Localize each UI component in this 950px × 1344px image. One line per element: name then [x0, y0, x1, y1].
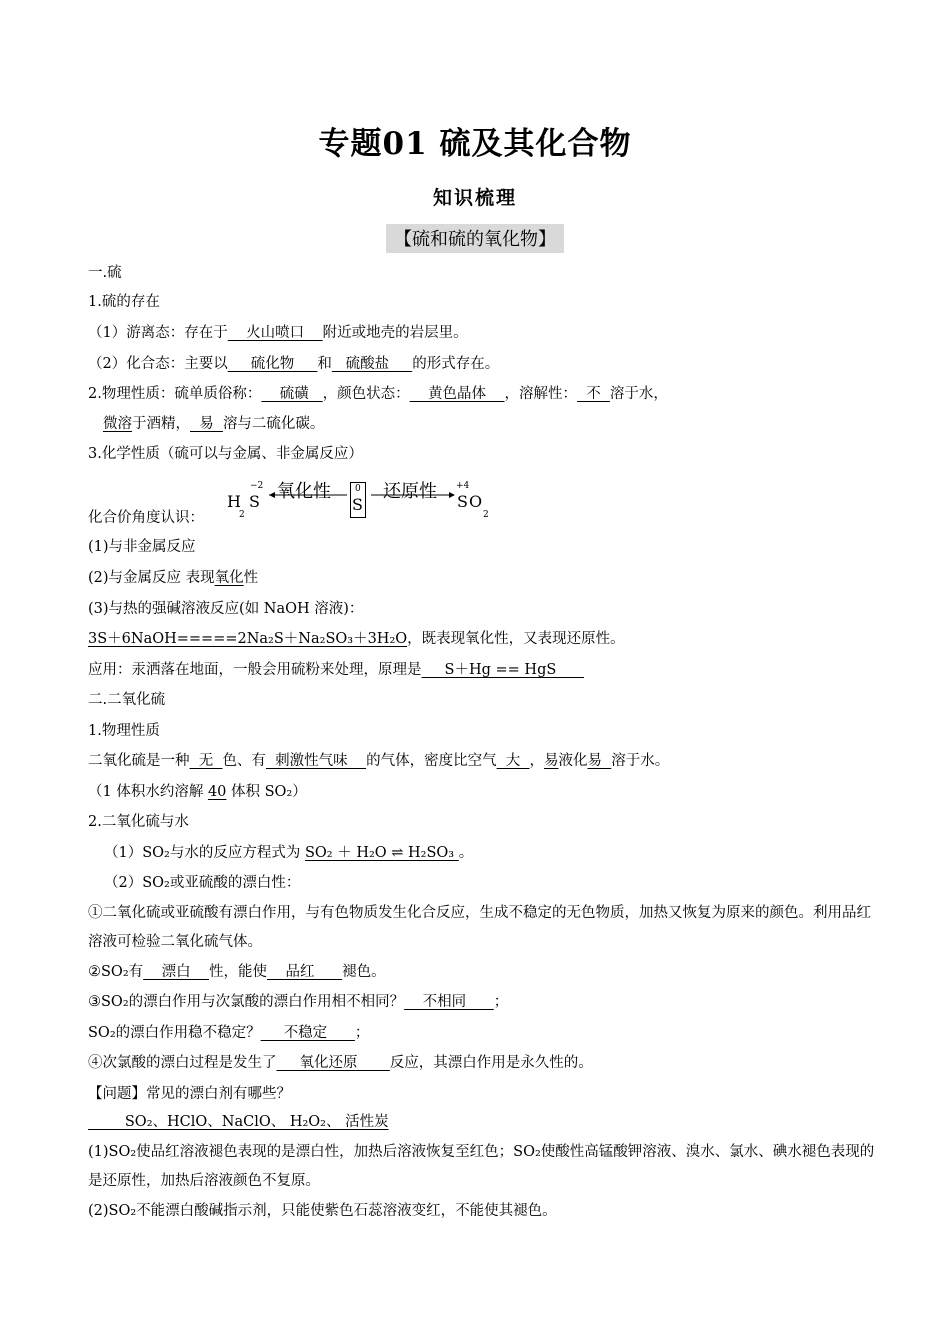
- so2-water-heading: 2.二氧化硫与水: [88, 814, 189, 830]
- equation: SO₂ ＋ H₂O ⇌ H₂SO₃: [304, 845, 459, 861]
- reaction-3-equation: 3S＋6NaOH=====2Na₂S＋Na₂SO₃＋3H₂O，既表现氧化性，又表现还原性。: [88, 631, 625, 647]
- doc-title: 专题01 硫及其化合物: [318, 126, 632, 162]
- reducing-arrowhead: [449, 492, 455, 498]
- answer-blank: 微溶: [103, 416, 132, 432]
- answer-blank: 氧化: [214, 570, 244, 586]
- reaction-3: (3)与热的强碱溶液反应(如 NaOH 溶液)：: [88, 601, 364, 617]
- part2-heading: 二.二氧化硫: [88, 692, 166, 708]
- answer-blank: 不: [576, 386, 610, 402]
- so2-phys-line: 二氧化硫是一种 无 色、有 刺激性气味 的气体，密度比空气 大 ，易液化易 溶于水。: [88, 753, 670, 769]
- solubility-line: （1 体积水约溶解 40 体积 SO₂）: [88, 784, 307, 800]
- reaction-1: (1)与非金属反应: [88, 539, 196, 555]
- answer-blank: 品红: [267, 964, 343, 980]
- chem-heading: 3.化学性质（硫可以与金属、非金属反应）: [88, 446, 363, 462]
- reaction-2: (2)与金属反应 表现氧化性: [88, 570, 259, 586]
- question-line: 【问题】常见的漂白剂有哪些？: [88, 1086, 291, 1102]
- diagram-s-mid: S: [352, 495, 363, 514]
- application-line: 应用：汞洒落在地面，一般会用硫粉来处理，原理是 S＋Hg == HgS: [88, 662, 584, 678]
- diagram-reducing-label: 还原性: [383, 481, 437, 502]
- combined-state-line: （2）化合态：主要以 硫化物 和 硫酸盐 的形式存在。: [88, 356, 500, 372]
- bleach-point-2: ②SO₂有 漂白 性，能使 品红 褪色。: [88, 964, 386, 980]
- diagram-val-left: −2: [250, 481, 264, 491]
- diagram-o-sub: 2: [483, 510, 489, 520]
- bleach-point-1: ①二氧化硫或亚硫酸有漂白作用，与有色物质发生化合反应，生成不稳定的无色物质，加热又恢复为原来的颜色。利用品红溶液可检验二氧化硫气体。: [88, 905, 871, 950]
- answer-blank: SO₂、HClO、NaClO、 H₂O₂、 活性炭: [88, 1114, 389, 1130]
- note-2: (2)SO₂不能漂白酸碱指示剂，只能使紫色石蕊溶液变红，不能使其褪色。: [88, 1203, 557, 1219]
- note-1: (1)SO₂使品红溶液褪色表现的是漂白性，加热后溶液恢复至红色；SO₂使酸性高锰酸钾溶液、溴水、氯水、碘水褪色表现的是还原性，加热后溶液颜色不复原。: [88, 1144, 875, 1189]
- free-state-line: （1）游离态：存在于 火山喷口 附近或地壳的岩层里。: [88, 325, 468, 341]
- bleach-point-3: ③SO₂的漂白作用与次氯酸的漂白作用相不相同？ 不相同 ；: [88, 994, 509, 1010]
- answer-blank: 不相同: [404, 994, 494, 1010]
- valence-diagram: [225, 478, 495, 524]
- so2-bleach-heading: （2）SO₂或亚硫酸的漂白性：: [104, 875, 301, 891]
- answer-blank: 硫磺: [261, 386, 323, 402]
- answer-blank: S＋Hg == HgS: [421, 662, 584, 678]
- answer-blank: 硫化物: [227, 356, 318, 372]
- answer-blank: 易: [587, 753, 612, 769]
- answer-blank: 不稳定: [260, 1025, 355, 1041]
- equation: 3S＋6NaOH=====2Na₂S＋Na₂SO₃＋3H₂O: [88, 631, 408, 647]
- answer-line: [88, 1113, 878, 1131]
- answer-blank: 硫酸盐: [331, 356, 413, 372]
- section-heading-wrap: [0, 224, 950, 253]
- diagram-oxidizing-label: 氧化性: [277, 481, 331, 502]
- answer-blank: 漂白: [143, 964, 210, 980]
- diagram-s-left: S: [249, 492, 260, 511]
- section-heading: 【硫和硫的氧化物】: [386, 224, 564, 253]
- answer-blank: 易: [544, 753, 559, 769]
- so2-phys-heading: 1.物理性质: [88, 723, 160, 739]
- diagram-o-right: O: [469, 492, 483, 511]
- oxidizing-arrowhead: [269, 492, 275, 498]
- physical-properties-line-2: 微溶于酒精， 易 溶与二硫化碳。: [103, 416, 325, 432]
- diagram-s-right: S: [457, 492, 468, 511]
- physical-properties-line: 2.物理性质：硫单质俗称： 硫磺 ，颜色状态： 黄色晶体 ，溶解性： 不 溶于水，: [88, 386, 668, 402]
- answer-blank: 易: [190, 416, 223, 432]
- valence-label: 化合价角度认识：: [88, 510, 204, 526]
- answer-blank: 氧化还原: [276, 1055, 390, 1071]
- bleach-point-4: ④次氯酸的漂白过程是发生了 氧化还原 反应，其漂白作用是永久性的。: [88, 1055, 593, 1071]
- answer-blank: 40: [207, 784, 227, 800]
- answer-blank: 刺激性气味: [265, 753, 367, 769]
- diagram-val-right: +4: [456, 481, 470, 491]
- diagram-h: H: [227, 492, 241, 511]
- existence-heading: 1.硫的存在: [88, 294, 160, 310]
- answer-blank: 大: [496, 753, 530, 769]
- diagram-val-mid: 0: [355, 484, 361, 494]
- answer-blank: 黄色晶体: [409, 386, 505, 402]
- doc-subtitle: 知识梳理: [432, 187, 517, 209]
- bleach-point-3b: SO₂的漂白作用稳不稳定？ 不稳定 ；: [88, 1025, 370, 1041]
- part1-heading: 一.硫: [88, 265, 122, 281]
- so2-water-eq-line: （1）SO₂与水的反应方程式为 SO₂ ＋ H₂O ⇌ H₂SO₃ 。: [104, 845, 474, 861]
- diagram-h-sub: 2: [239, 510, 245, 520]
- answer-blank: 无: [189, 753, 223, 769]
- answer-blank: 火山喷口: [227, 325, 323, 341]
